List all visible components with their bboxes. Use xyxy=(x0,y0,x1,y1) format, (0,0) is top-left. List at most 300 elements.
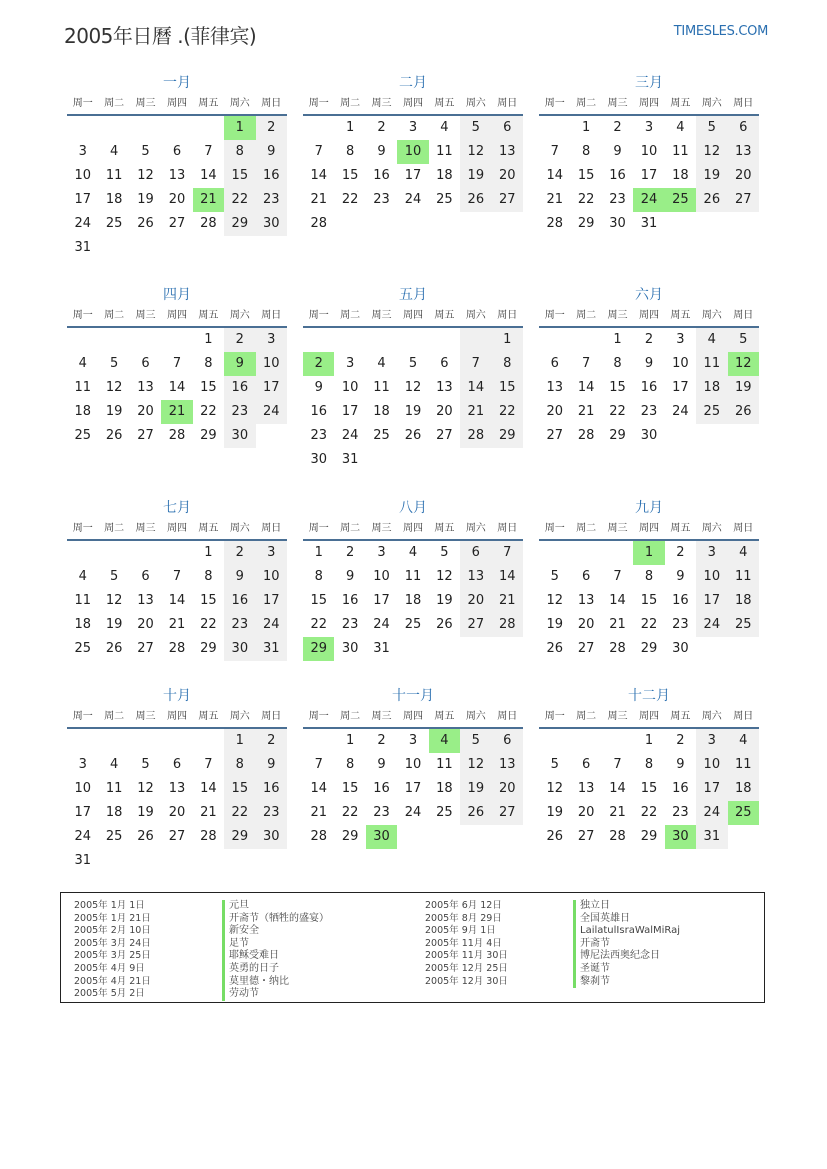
day-cell[interactable]: 6 xyxy=(581,757,591,772)
day-cell[interactable]: 7 xyxy=(172,356,182,371)
day-cell[interactable]: 1 xyxy=(581,120,591,135)
day-cell[interactable]: 30 xyxy=(665,825,696,849)
day-cell[interactable]: 3 xyxy=(676,332,685,347)
day-cell[interactable]: 9 xyxy=(314,380,323,395)
day-cell[interactable]: 6 xyxy=(172,757,182,772)
day-cell[interactable]: 9 xyxy=(377,757,386,772)
day-cell[interactable]: 20 xyxy=(137,404,154,419)
day-cell[interactable]: 27 xyxy=(577,641,595,656)
day-cell[interactable]: 16 xyxy=(373,781,390,796)
day-cell[interactable]: 21 xyxy=(310,192,327,207)
day-cell[interactable]: 9 xyxy=(377,144,386,159)
day-cell[interactable]: 16 xyxy=(224,589,255,613)
day-cell[interactable]: 2 xyxy=(256,729,287,753)
day-cell[interactable]: 13 xyxy=(492,753,523,777)
day-cell[interactable]: 31 xyxy=(373,641,390,656)
day-cell[interactable]: 12 xyxy=(105,380,123,395)
day-cell[interactable]: 5 xyxy=(460,729,491,753)
day-cell[interactable]: 19 xyxy=(137,805,154,820)
day-cell[interactable]: 30 xyxy=(224,637,255,661)
day-cell[interactable]: 2 xyxy=(345,545,355,560)
day-cell[interactable]: 29 xyxy=(492,424,523,448)
day-cell[interactable]: 30 xyxy=(256,825,287,849)
day-cell[interactable]: 14 xyxy=(168,380,186,395)
day-cell[interactable]: 22 xyxy=(609,404,626,419)
day-cell[interactable]: 21 xyxy=(546,192,563,207)
day-cell[interactable]: 4 xyxy=(429,729,460,753)
day-cell[interactable]: 24 xyxy=(404,192,422,207)
day-cell[interactable]: 10 xyxy=(404,757,422,772)
day-cell[interactable]: 13 xyxy=(137,593,154,608)
day-cell[interactable]: 5 xyxy=(141,144,150,159)
day-cell[interactable]: 17 xyxy=(74,805,91,820)
day-cell[interactable]: 6 xyxy=(492,116,523,140)
day-cell[interactable]: 7 xyxy=(550,144,559,159)
day-cell[interactable]: 9 xyxy=(676,569,685,584)
day-cell[interactable]: 22 xyxy=(577,192,595,207)
day-cell[interactable]: 14 xyxy=(609,781,626,796)
site-link[interactable]: TIMESLES.COM xyxy=(673,24,768,39)
day-cell[interactable]: 4 xyxy=(728,541,759,565)
day-cell[interactable]: 7 xyxy=(204,144,213,159)
day-cell[interactable]: 4 xyxy=(78,569,87,584)
day-cell[interactable]: 10 xyxy=(696,565,727,589)
day-cell[interactable]: 13 xyxy=(436,380,453,395)
day-cell[interactable]: 17 xyxy=(672,380,689,395)
day-cell[interactable]: 29 xyxy=(577,216,595,231)
day-cell[interactable]: 26 xyxy=(460,801,491,825)
day-cell[interactable]: 10 xyxy=(341,380,359,395)
day-cell[interactable]: 9 xyxy=(256,140,287,164)
day-cell[interactable]: 14 xyxy=(200,781,217,796)
day-cell[interactable]: 23 xyxy=(373,192,390,207)
day-cell[interactable]: 6 xyxy=(141,356,150,371)
day-cell[interactable]: 5 xyxy=(550,569,559,584)
day-cell[interactable]: 6 xyxy=(550,356,559,371)
day-cell[interactable]: 28 xyxy=(310,829,327,844)
day-cell[interactable]: 5 xyxy=(408,356,418,371)
day-cell[interactable]: 20 xyxy=(168,805,186,820)
day-cell[interactable]: 29 xyxy=(224,825,255,849)
day-cell[interactable]: 23 xyxy=(256,188,287,212)
day-cell[interactable]: 27 xyxy=(728,188,759,212)
day-cell[interactable]: 26 xyxy=(137,829,154,844)
day-cell[interactable]: 19 xyxy=(546,617,563,632)
day-cell[interactable]: 7 xyxy=(460,352,491,376)
day-cell[interactable]: 20 xyxy=(577,617,595,632)
day-cell[interactable]: 29 xyxy=(609,428,626,443)
day-cell[interactable]: 26 xyxy=(404,428,422,443)
day-cell[interactable]: 26 xyxy=(436,617,453,632)
day-cell[interactable]: 23 xyxy=(640,404,658,419)
day-cell[interactable]: 28 xyxy=(310,216,327,231)
day-cell[interactable]: 11 xyxy=(105,781,123,796)
day-cell[interactable]: 22 xyxy=(224,801,255,825)
day-cell[interactable]: 24 xyxy=(404,805,422,820)
day-cell[interactable]: 4 xyxy=(377,356,386,371)
day-cell[interactable]: 21 xyxy=(161,400,192,424)
day-cell[interactable]: 28 xyxy=(168,428,186,443)
day-cell[interactable]: 3 xyxy=(256,541,287,565)
day-cell[interactable]: 26 xyxy=(137,216,154,231)
day-cell[interactable]: 24 xyxy=(672,404,689,419)
day-cell[interactable]: 25 xyxy=(404,617,422,632)
day-cell[interactable]: 7 xyxy=(314,144,323,159)
day-cell[interactable]: 16 xyxy=(672,781,689,796)
day-cell[interactable]: 29 xyxy=(341,829,359,844)
day-cell[interactable]: 11 xyxy=(74,380,91,395)
day-cell[interactable]: 12 xyxy=(436,569,453,584)
day-cell[interactable]: 5 xyxy=(728,328,759,352)
day-cell[interactable]: 20 xyxy=(436,404,453,419)
day-cell[interactable]: 23 xyxy=(224,613,255,637)
day-cell[interactable]: 23 xyxy=(672,617,689,632)
day-cell[interactable]: 13 xyxy=(728,140,759,164)
day-cell[interactable]: 9 xyxy=(613,144,622,159)
day-cell[interactable]: 31 xyxy=(256,637,287,661)
day-cell[interactable]: 15 xyxy=(341,781,359,796)
day-cell[interactable]: 10 xyxy=(397,140,428,164)
day-cell[interactable]: 19 xyxy=(105,404,123,419)
day-cell[interactable]: 5 xyxy=(141,757,150,772)
day-cell[interactable]: 15 xyxy=(609,380,626,395)
day-cell[interactable]: 9 xyxy=(256,753,287,777)
day-cell[interactable]: 6 xyxy=(728,116,759,140)
day-cell[interactable]: 1 xyxy=(224,116,255,140)
day-cell[interactable]: 16 xyxy=(310,404,327,419)
day-cell[interactable]: 27 xyxy=(137,428,154,443)
day-cell[interactable]: 14 xyxy=(492,565,523,589)
day-cell[interactable]: 8 xyxy=(314,569,323,584)
day-cell[interactable]: 26 xyxy=(728,400,759,424)
day-cell[interactable]: 4 xyxy=(109,144,119,159)
day-cell[interactable]: 19 xyxy=(137,192,154,207)
day-cell[interactable]: 20 xyxy=(728,164,759,188)
day-cell[interactable]: 4 xyxy=(408,545,418,560)
day-cell[interactable]: 26 xyxy=(546,641,563,656)
day-cell[interactable]: 14 xyxy=(546,168,563,183)
day-cell[interactable]: 3 xyxy=(696,729,727,753)
day-cell[interactable]: 4 xyxy=(109,757,119,772)
day-cell[interactable]: 22 xyxy=(200,404,217,419)
day-cell[interactable]: 21 xyxy=(460,400,491,424)
day-cell[interactable]: 30 xyxy=(609,216,626,231)
day-cell[interactable]: 31 xyxy=(341,452,359,467)
day-cell[interactable]: 6 xyxy=(172,144,182,159)
day-cell[interactable]: 2 xyxy=(676,545,685,560)
day-cell[interactable]: 16 xyxy=(224,376,255,400)
day-cell[interactable]: 16 xyxy=(672,593,689,608)
day-cell[interactable]: 11 xyxy=(728,565,759,589)
day-cell[interactable]: 21 xyxy=(310,805,327,820)
day-cell[interactable]: 28 xyxy=(200,216,217,231)
day-cell[interactable]: 24 xyxy=(373,617,390,632)
day-cell[interactable]: 21 xyxy=(492,589,523,613)
day-cell[interactable]: 1 xyxy=(204,545,213,560)
day-cell[interactable]: 17 xyxy=(404,781,422,796)
day-cell[interactable]: 2 xyxy=(303,352,334,376)
day-cell[interactable]: 12 xyxy=(546,593,563,608)
day-cell[interactable]: 25 xyxy=(74,641,91,656)
day-cell[interactable]: 24 xyxy=(633,188,664,212)
day-cell[interactable]: 16 xyxy=(373,168,390,183)
day-cell[interactable]: 7 xyxy=(314,757,323,772)
day-cell[interactable]: 13 xyxy=(137,380,154,395)
day-cell[interactable]: 8 xyxy=(204,356,213,371)
day-cell[interactable]: 27 xyxy=(168,829,186,844)
day-cell[interactable]: 1 xyxy=(633,541,664,565)
day-cell[interactable]: 3 xyxy=(696,541,727,565)
day-cell[interactable]: 3 xyxy=(644,120,654,135)
day-cell[interactable]: 24 xyxy=(696,613,727,637)
day-cell[interactable]: 16 xyxy=(640,380,658,395)
day-cell[interactable]: 23 xyxy=(672,805,689,820)
day-cell[interactable]: 2 xyxy=(377,120,386,135)
day-cell[interactable]: 13 xyxy=(577,781,595,796)
day-cell[interactable]: 6 xyxy=(440,356,449,371)
day-cell[interactable]: 3 xyxy=(408,120,418,135)
day-cell[interactable]: 17 xyxy=(256,589,287,613)
day-cell[interactable]: 18 xyxy=(373,404,390,419)
day-cell[interactable]: 8 xyxy=(492,352,523,376)
day-cell[interactable]: 1 xyxy=(224,729,255,753)
day-cell[interactable]: 18 xyxy=(436,781,453,796)
day-cell[interactable]: 3 xyxy=(78,144,87,159)
day-cell[interactable]: 6 xyxy=(460,541,491,565)
day-cell[interactable]: 19 xyxy=(105,617,123,632)
day-cell[interactable]: 23 xyxy=(373,805,390,820)
day-cell[interactable]: 5 xyxy=(109,356,119,371)
day-cell[interactable]: 13 xyxy=(168,781,186,796)
day-cell[interactable]: 1 xyxy=(345,120,355,135)
day-cell[interactable]: 8 xyxy=(613,356,622,371)
day-cell[interactable]: 2 xyxy=(224,541,255,565)
day-cell[interactable]: 29 xyxy=(640,829,658,844)
day-cell[interactable]: 10 xyxy=(256,352,287,376)
day-cell[interactable]: 11 xyxy=(672,144,689,159)
day-cell[interactable]: 10 xyxy=(373,569,390,584)
day-cell[interactable]: 25 xyxy=(665,188,696,212)
day-cell[interactable]: 11 xyxy=(436,757,453,772)
day-cell[interactable]: 20 xyxy=(492,777,523,801)
day-cell[interactable]: 18 xyxy=(728,777,759,801)
day-cell[interactable]: 18 xyxy=(404,593,422,608)
day-cell[interactable]: 22 xyxy=(341,192,359,207)
day-cell[interactable]: 7 xyxy=(172,569,182,584)
day-cell[interactable]: 5 xyxy=(109,569,119,584)
day-cell[interactable]: 10 xyxy=(672,356,689,371)
day-cell[interactable]: 27 xyxy=(137,641,154,656)
day-cell[interactable]: 31 xyxy=(74,853,91,868)
day-cell[interactable]: 2 xyxy=(377,733,386,748)
day-cell[interactable]: 17 xyxy=(404,168,422,183)
day-cell[interactable]: 5 xyxy=(440,545,449,560)
day-cell[interactable]: 13 xyxy=(460,565,491,589)
day-cell[interactable]: 30 xyxy=(341,641,359,656)
day-cell[interactable]: 15 xyxy=(577,168,595,183)
day-cell[interactable]: 16 xyxy=(609,168,626,183)
day-cell[interactable]: 9 xyxy=(644,356,654,371)
day-cell[interactable]: 31 xyxy=(74,240,91,255)
day-cell[interactable]: 16 xyxy=(341,593,359,608)
day-cell[interactable]: 28 xyxy=(168,641,186,656)
day-cell[interactable]: 7 xyxy=(204,757,213,772)
day-cell[interactable]: 15 xyxy=(640,593,658,608)
day-cell[interactable]: 26 xyxy=(696,188,727,212)
day-cell[interactable]: 25 xyxy=(105,829,123,844)
day-cell[interactable]: 12 xyxy=(137,781,154,796)
day-cell[interactable]: 28 xyxy=(609,829,626,844)
day-cell[interactable]: 8 xyxy=(644,569,654,584)
day-cell[interactable]: 24 xyxy=(341,428,359,443)
day-cell[interactable]: 6 xyxy=(492,729,523,753)
day-cell[interactable]: 1 xyxy=(644,733,654,748)
day-cell[interactable]: 7 xyxy=(613,569,622,584)
day-cell[interactable]: 28 xyxy=(609,641,626,656)
day-cell[interactable]: 1 xyxy=(204,332,213,347)
day-cell[interactable]: 27 xyxy=(492,801,523,825)
day-cell[interactable]: 9 xyxy=(345,569,355,584)
day-cell[interactable]: 4 xyxy=(676,120,685,135)
day-cell[interactable]: 17 xyxy=(696,777,727,801)
day-cell[interactable]: 23 xyxy=(341,617,359,632)
day-cell[interactable]: 26 xyxy=(546,829,563,844)
day-cell[interactable]: 12 xyxy=(137,168,154,183)
day-cell[interactable]: 3 xyxy=(78,757,87,772)
day-cell[interactable]: 4 xyxy=(728,729,759,753)
day-cell[interactable]: 14 xyxy=(460,376,491,400)
day-cell[interactable]: 27 xyxy=(492,188,523,212)
day-cell[interactable]: 22 xyxy=(310,617,327,632)
day-cell[interactable]: 21 xyxy=(609,805,626,820)
day-cell[interactable]: 25 xyxy=(696,400,727,424)
day-cell[interactable]: 2 xyxy=(644,332,654,347)
day-cell[interactable]: 21 xyxy=(200,805,217,820)
day-cell[interactable]: 2 xyxy=(676,733,685,748)
day-cell[interactable]: 20 xyxy=(460,589,491,613)
day-cell[interactable]: 17 xyxy=(74,192,91,207)
day-cell[interactable]: 11 xyxy=(696,352,727,376)
day-cell[interactable]: 15 xyxy=(224,777,255,801)
day-cell[interactable]: 8 xyxy=(224,753,255,777)
day-cell[interactable]: 29 xyxy=(224,212,255,236)
day-cell[interactable]: 29 xyxy=(303,637,334,661)
day-cell[interactable]: 18 xyxy=(728,589,759,613)
day-cell[interactable]: 26 xyxy=(105,428,123,443)
day-cell[interactable]: 11 xyxy=(105,168,123,183)
day-cell[interactable]: 19 xyxy=(696,164,727,188)
day-cell[interactable]: 14 xyxy=(577,380,595,395)
day-cell[interactable]: 10 xyxy=(640,144,658,159)
day-cell[interactable]: 15 xyxy=(492,376,523,400)
day-cell[interactable]: 31 xyxy=(696,825,727,849)
day-cell[interactable]: 7 xyxy=(581,356,591,371)
day-cell[interactable]: 19 xyxy=(460,164,491,188)
day-cell[interactable]: 24 xyxy=(696,801,727,825)
day-cell[interactable]: 19 xyxy=(546,805,563,820)
day-cell[interactable]: 12 xyxy=(696,140,727,164)
day-cell[interactable]: 6 xyxy=(141,569,150,584)
day-cell[interactable]: 12 xyxy=(404,380,422,395)
day-cell[interactable]: 15 xyxy=(224,164,255,188)
day-cell[interactable]: 21 xyxy=(609,617,626,632)
day-cell[interactable]: 26 xyxy=(105,641,123,656)
day-cell[interactable]: 5 xyxy=(550,757,559,772)
day-cell[interactable]: 20 xyxy=(546,404,563,419)
day-cell[interactable]: 20 xyxy=(168,192,186,207)
day-cell[interactable]: 6 xyxy=(581,569,591,584)
day-cell[interactable]: 21 xyxy=(577,404,595,419)
day-cell[interactable]: 25 xyxy=(728,801,759,825)
day-cell[interactable]: 17 xyxy=(341,404,359,419)
day-cell[interactable]: 11 xyxy=(436,144,453,159)
day-cell[interactable]: 25 xyxy=(373,428,390,443)
day-cell[interactable]: 2 xyxy=(224,328,255,352)
day-cell[interactable]: 18 xyxy=(74,617,91,632)
day-cell[interactable]: 19 xyxy=(404,404,422,419)
day-cell[interactable]: 4 xyxy=(696,328,727,352)
day-cell[interactable]: 28 xyxy=(460,424,491,448)
day-cell[interactable]: 15 xyxy=(200,380,217,395)
day-cell[interactable]: 18 xyxy=(672,168,689,183)
day-cell[interactable]: 27 xyxy=(168,216,186,231)
day-cell[interactable]: 12 xyxy=(105,593,123,608)
day-cell[interactable]: 18 xyxy=(696,376,727,400)
day-cell[interactable]: 8 xyxy=(224,140,255,164)
day-cell[interactable]: 15 xyxy=(640,781,658,796)
day-cell[interactable]: 12 xyxy=(460,140,491,164)
day-cell[interactable]: 25 xyxy=(74,428,91,443)
day-cell[interactable]: 28 xyxy=(200,829,217,844)
day-cell[interactable]: 14 xyxy=(310,781,327,796)
day-cell[interactable]: 29 xyxy=(640,641,658,656)
day-cell[interactable]: 17 xyxy=(640,168,658,183)
day-cell[interactable]: 19 xyxy=(728,376,759,400)
day-cell[interactable]: 24 xyxy=(256,400,287,424)
day-cell[interactable]: 20 xyxy=(137,617,154,632)
day-cell[interactable]: 12 xyxy=(728,352,759,376)
day-cell[interactable]: 10 xyxy=(256,565,287,589)
day-cell[interactable]: 29 xyxy=(200,428,217,443)
day-cell[interactable]: 22 xyxy=(341,805,359,820)
day-cell[interactable]: 27 xyxy=(577,829,595,844)
day-cell[interactable]: 20 xyxy=(492,164,523,188)
day-cell[interactable]: 26 xyxy=(460,188,491,212)
day-cell[interactable]: 16 xyxy=(256,777,287,801)
day-cell[interactable]: 25 xyxy=(436,805,453,820)
day-cell[interactable]: 12 xyxy=(546,781,563,796)
day-cell[interactable]: 8 xyxy=(644,757,654,772)
day-cell[interactable]: 27 xyxy=(460,613,491,637)
day-cell[interactable]: 23 xyxy=(609,192,626,207)
day-cell[interactable]: 22 xyxy=(640,617,658,632)
day-cell[interactable]: 11 xyxy=(373,380,390,395)
day-cell[interactable]: 1 xyxy=(345,733,355,748)
day-cell[interactable]: 19 xyxy=(436,593,453,608)
day-cell[interactable]: 23 xyxy=(310,428,327,443)
day-cell[interactable]: 13 xyxy=(546,380,563,395)
day-cell[interactable]: 8 xyxy=(345,144,355,159)
day-cell[interactable]: 3 xyxy=(345,356,355,371)
day-cell[interactable]: 1 xyxy=(314,545,323,560)
day-cell[interactable]: 22 xyxy=(200,617,217,632)
day-cell[interactable]: 8 xyxy=(581,144,591,159)
day-cell[interactable]: 16 xyxy=(256,164,287,188)
day-cell[interactable]: 5 xyxy=(460,116,491,140)
day-cell[interactable]: 8 xyxy=(345,757,355,772)
day-cell[interactable]: 28 xyxy=(492,613,523,637)
day-cell[interactable]: 5 xyxy=(696,116,727,140)
